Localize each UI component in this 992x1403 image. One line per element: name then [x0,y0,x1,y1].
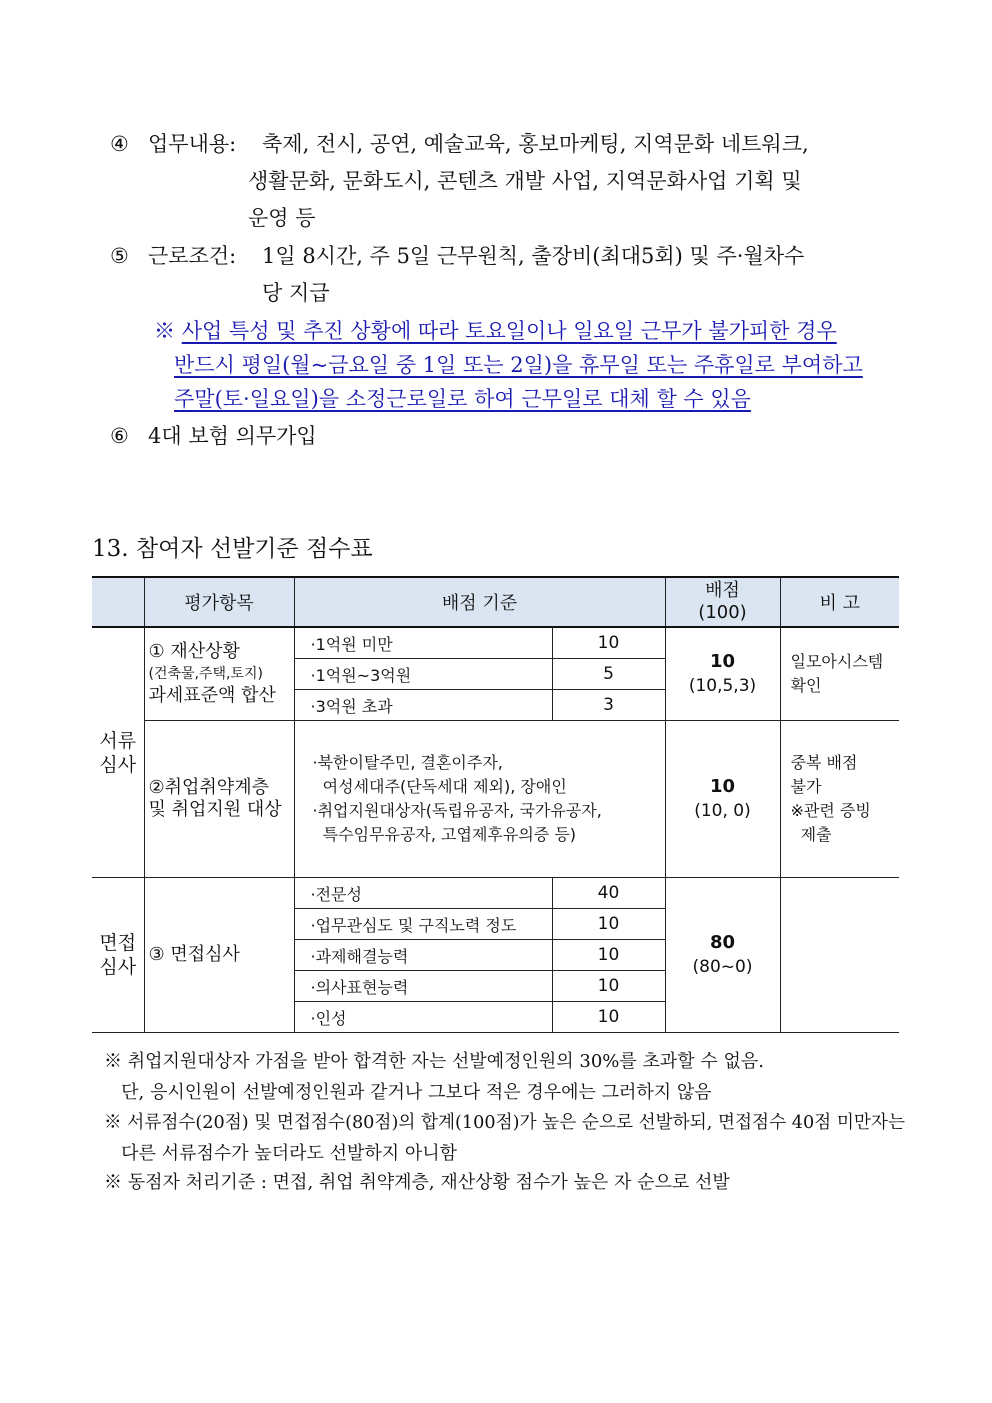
item-vulnerable-title: 및 취업지원 대상 [148,799,282,820]
score-detail: (80~0) [692,957,753,977]
score-value: 10 [709,776,736,797]
note-line [174,381,751,417]
header-criteria: 배점 기준 [294,577,665,627]
note-mark: ※ [154,319,175,343]
remark-line: 일모아시스템 [790,652,884,671]
item-property-sub: (건축물,주택,토지) [148,666,263,682]
criteria-line: 특수임무유공자, 고엽제후유의증 등) [312,825,577,844]
remark-line: 제출 [790,825,832,844]
footnote-line: ※ 취업지원대상자 가점을 받아 합격한 자는 선발예정인원의 30%를 초과할 수 없음. [104,1051,764,1072]
item-vulnerable-title: ②취업취약계층 [148,777,269,798]
item-interview: ③ 면접심사 [144,878,294,1033]
criteria-label: ·과제해결능력 [294,940,552,971]
criteria-label: ·3억원 초과 [294,690,552,721]
remark-cell [780,721,899,878]
score-cell [665,721,780,878]
criteria-points: 10 [552,940,665,971]
note-text: 반드시 평일(월~금요일 중 1일 또는 2일)을 휴무일 또는 주휴일로 부여하고 [174,353,863,377]
item-text-line: 축제, 전시, 공연, 예술교육, 홍보마케팅, 지역문화 네트워크, [262,132,809,156]
header-item: 평가항목 [144,577,294,627]
remark-line: 확인 [790,676,822,695]
remark-line: 불가 [790,777,822,796]
category-label: 면접 [99,932,137,954]
criteria-points: 10 [552,1002,665,1033]
criteria-line: ·북한이탈주민, 결혼이주자, [312,753,503,772]
remark-line: ※관련 증빙 [790,801,871,820]
item-number: ④ [110,132,129,156]
criteria-points: 5 [552,659,665,690]
item-label: 4대 보험 의무가입 [148,424,317,448]
item-text-line: 당 지급 [262,281,330,305]
table-header-row [92,577,899,627]
footnote-line: ※ 동점자 처리기준 : 면접, 취업 취약계층, 재산상황 점수가 높은 자 순으로 선발 [104,1172,730,1193]
score-cell [665,878,780,1033]
header-remark: 비 고 [780,577,899,627]
criteria-line: 여성세대주(단독세대 제외), 장애인 [312,777,567,796]
item-number: ⑤ [110,244,129,268]
section-title: 13. 참여자 선발기준 점수표 [92,536,373,562]
footnote-line: 다른 서류점수가 높더라도 선발하지 아니함 [104,1143,458,1164]
category-label: 심사 [99,753,137,776]
criteria-label: ·1억원 미만 [294,627,552,659]
header-empty [92,577,144,627]
item-text-line: 1일 8시간, 주 5일 근무원칙, 출장비(최대5회) 및 주·월차수 [262,244,805,268]
footnote-line: 단, 응시인원이 선발예정인원과 같거나 그보다 적은 경우에는 그러하지 않음 [104,1082,712,1103]
item-property-title: ① 재산상황 [148,641,240,662]
category-doc-review [92,627,144,878]
criteria-label: ·전문성 [294,878,552,909]
criteria-points: 10 [552,909,665,940]
criteria-label: ·의사표현능력 [294,971,552,1002]
category-interview [92,878,144,1033]
item-label: 업무내용: [148,132,237,156]
score-detail: (10, 0) [694,801,751,821]
criteria-vulnerable [294,721,665,878]
item-vulnerable [144,721,294,878]
criteria-label: ·1억원~3억원 [294,659,552,690]
criteria-points: 3 [552,690,665,721]
remark-line: 중복 배점 [790,753,858,772]
note-text: 주말(토·일요일)을 소정근로일로 하여 근무일로 대체 할 수 있음 [174,387,751,411]
table-row [92,878,899,909]
score-value: 80 [709,932,736,953]
remark-cell [780,878,899,1033]
item-number: ⑥ [110,424,129,448]
item-property-title2: 과세표준액 합산 [148,685,276,706]
score-detail: (10,5,3) [688,676,757,696]
criteria-line: ·취업지원대상자(독립유공자, 국가유공자, [312,801,602,820]
item-text-line: 생활문화, 문화도시, 콘텐츠 개발 사업, 지역문화사업 기획 및 [248,169,802,193]
category-label: 심사 [99,956,137,978]
table-row [92,627,899,659]
criteria-points: 40 [552,878,665,909]
header-score [665,577,780,627]
table-row [92,721,899,878]
item-text-line: 운영 등 [248,206,316,230]
footnote-line: ※ 서류점수(20점) 및 면접점수(80점)의 합계(100점)가 높은 순으로 선발하되, 면접점수 40점 미만자는 [104,1112,905,1133]
criteria-label: ·인성 [294,1002,552,1033]
category-label: 서류 [99,729,137,752]
note-line [174,347,863,383]
header-score-label: 배점 [705,580,740,601]
criteria-points: 10 [552,627,665,659]
header-score-total: (100) [698,602,747,623]
note-line [154,313,837,349]
score-table [92,576,899,1033]
item-property [144,627,294,721]
remark-cell [780,627,899,721]
score-cell [665,627,780,721]
criteria-points: 10 [552,971,665,1002]
note-text: 사업 특성 및 추진 상황에 따라 토요일이나 일요일 근무가 불가피한 경우 [181,319,837,343]
criteria-label: ·업무관심도 및 구직노력 정도 [294,909,552,940]
item-label: 근로조건: [148,244,237,268]
score-value: 10 [709,651,736,672]
